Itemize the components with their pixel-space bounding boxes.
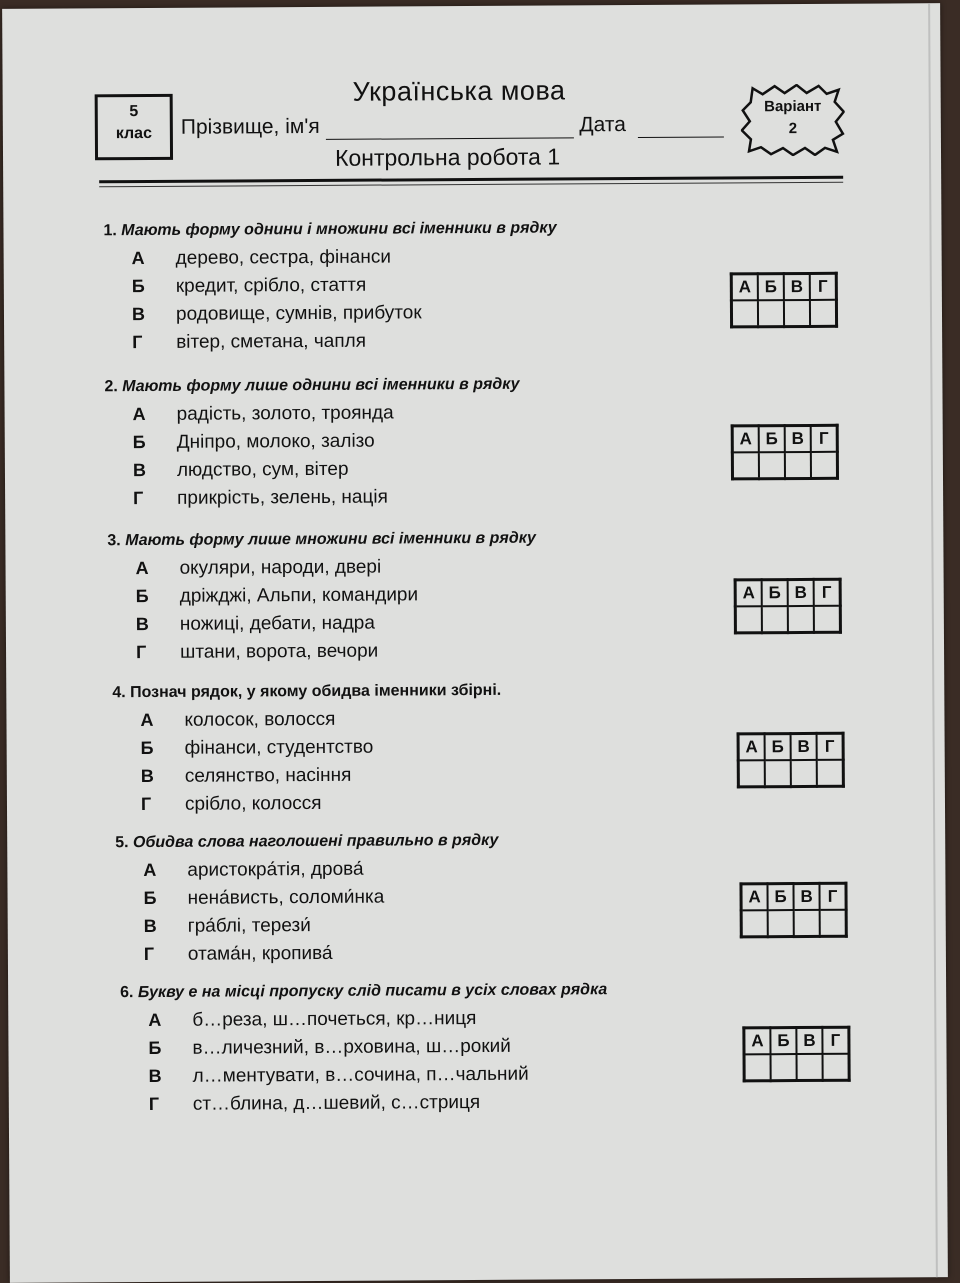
question-number: 5.	[115, 834, 129, 852]
options-list	[135, 556, 536, 670]
grid-letter: А	[731, 274, 758, 301]
option-letter: А	[135, 557, 149, 579]
answer-cell[interactable]	[768, 910, 794, 937]
option-text: селянство, насіння	[184, 764, 352, 787]
option-a	[133, 402, 520, 432]
option-letter: В	[143, 915, 157, 937]
option-text: ножиці, дебати, надра	[179, 612, 375, 635]
option-text: ст…блина, д…шевий, с…стриця	[192, 1091, 481, 1115]
date-field[interactable]	[638, 112, 724, 138]
question-1	[103, 219, 557, 360]
name-date-line	[181, 112, 724, 140]
answer-cell[interactable]	[735, 606, 762, 633]
answer-cell[interactable]	[797, 1054, 823, 1081]
question-5	[115, 832, 499, 972]
grid-letter: Б	[759, 426, 785, 453]
grid-letter: Б	[758, 274, 784, 301]
answer-grid-6	[742, 1026, 850, 1083]
question-4	[112, 682, 502, 822]
option-text: в…личезний, в…рховина, ш…рокий	[192, 1035, 511, 1059]
option-letter: Б	[143, 887, 157, 909]
options-list	[143, 858, 499, 972]
option-text: нена́висть, соломи́нка	[187, 886, 385, 909]
answer-cell[interactable]	[731, 300, 758, 327]
option-letter: Б	[148, 1037, 162, 1059]
answer-grid-2	[731, 424, 839, 481]
option-text: срібло, колосся	[184, 792, 322, 815]
option-text: радість, золото, троянда	[176, 402, 394, 425]
answer-cell[interactable]	[820, 910, 847, 937]
option-letter: А	[148, 1009, 162, 1031]
option-d	[132, 329, 557, 360]
grid-letter: Б	[762, 580, 788, 607]
question-text	[107, 530, 536, 551]
option-b	[132, 273, 557, 304]
answer-grid-1	[730, 272, 838, 329]
question-prompt: Обидва слова наголошені правильно в рядку	[132, 831, 499, 852]
option-letter: Б	[135, 585, 149, 607]
subject-title: Українська мова	[352, 75, 566, 107]
option-a	[143, 858, 498, 888]
grid-letter: А	[738, 734, 765, 761]
option-letter: Б	[131, 276, 145, 297]
question-prompt: Мають форму однини і множини всі іменники в рядку	[121, 219, 557, 240]
answer-cell[interactable]	[762, 606, 788, 633]
options-list	[133, 402, 521, 516]
answer-cell[interactable]	[758, 300, 784, 327]
option-c	[144, 914, 499, 944]
grid-letter: А	[744, 1028, 771, 1055]
option-letter: Б	[132, 432, 146, 453]
grid-letter: Г	[817, 733, 844, 760]
option-letter: Г	[133, 488, 144, 509]
option-letter: Б	[140, 737, 154, 759]
answer-cell[interactable]	[811, 452, 838, 479]
name-field[interactable]	[325, 113, 573, 140]
option-letter: Г	[148, 1093, 160, 1115]
answer-cell[interactable]	[741, 910, 768, 937]
grid-letter: Б	[770, 1028, 796, 1055]
option-text: б…реза, ш…почеться, кр…ниця	[192, 1007, 477, 1031]
answer-cell[interactable]	[791, 760, 817, 787]
question-number: 3.	[107, 532, 121, 550]
option-text: л…ментувати, в…сочина, п…чальний	[192, 1063, 529, 1087]
name-label: Прізвище, ім'я	[180, 114, 320, 139]
question-number: 2.	[104, 378, 118, 396]
option-text: штани, ворота, вечори	[179, 640, 379, 663]
option-a	[148, 1007, 607, 1038]
answer-cell[interactable]	[817, 760, 844, 787]
option-letter: В	[148, 1065, 162, 1087]
option-b	[148, 1035, 607, 1066]
grid-letter: Б	[767, 884, 793, 911]
option-text: родовище, сумнів, прибуток	[175, 302, 422, 325]
question-prompt: Букву е на місці пропуску слід писати в усіх словах рядка	[137, 981, 608, 1002]
answer-cell[interactable]	[785, 452, 811, 479]
question-number: 4.	[112, 684, 126, 702]
question-6	[120, 981, 608, 1122]
question-text	[115, 832, 498, 852]
answer-grid-4	[737, 732, 845, 789]
question-prompt: Мають форму лише однини всі іменники в рядку	[122, 375, 520, 396]
answer-cell[interactable]	[759, 452, 785, 479]
answer-grid-5	[739, 882, 847, 939]
work-title: Контрольна робота 1	[334, 143, 561, 171]
worksheet-page	[2, 3, 948, 1283]
answer-cell[interactable]	[794, 910, 820, 937]
grade-label: клас	[115, 124, 153, 143]
grid-letter: Г	[814, 579, 841, 606]
variant-badge	[741, 84, 845, 157]
option-text: колосок, волосся	[184, 708, 336, 731]
answer-cell[interactable]	[788, 606, 814, 633]
question-number: 6.	[120, 984, 134, 1002]
page-edge	[928, 3, 938, 1277]
option-b	[143, 886, 498, 916]
option-b	[141, 736, 502, 766]
answer-cell[interactable]	[784, 300, 810, 327]
option-b	[133, 430, 520, 460]
grid-letter: А	[741, 884, 768, 911]
option-d	[133, 486, 520, 516]
option-text: вітер, сметана, чапля	[176, 330, 367, 353]
option-letter: В	[140, 765, 154, 787]
option-letter: В	[135, 613, 149, 635]
grade-box	[95, 94, 173, 160]
option-letter: Г	[135, 642, 147, 663]
grid-letter: В	[791, 733, 817, 760]
answer-grid-3	[734, 578, 842, 635]
grid-letter: В	[788, 579, 814, 606]
question-number: 1.	[103, 222, 117, 240]
grid-letter: В	[796, 1027, 822, 1054]
question-text	[104, 376, 519, 397]
option-d	[141, 792, 502, 822]
option-b	[136, 584, 537, 614]
answer-cell[interactable]	[744, 1054, 771, 1081]
option-letter: А	[143, 859, 157, 881]
option-c	[149, 1063, 608, 1094]
grid-letter: Б	[765, 734, 791, 761]
grid-letter: В	[785, 425, 811, 452]
grid-letter: А	[735, 580, 762, 607]
question-text	[103, 219, 556, 240]
options-list	[140, 708, 502, 822]
option-c	[141, 764, 502, 794]
option-d	[136, 640, 537, 670]
option-text: фінанси, студентство	[184, 736, 374, 759]
option-letter: А	[132, 404, 146, 425]
option-letter: А	[131, 248, 145, 269]
option-d	[144, 942, 499, 972]
option-text: дерево, сестра, фінанси	[175, 246, 391, 269]
answer-cell[interactable]	[732, 452, 759, 479]
option-letter: Г	[143, 943, 155, 965]
grid-letter: В	[784, 273, 810, 300]
option-text: кредит, срібло, стаття	[175, 274, 367, 297]
option-text: отама́н, кропива́	[187, 942, 333, 965]
option-c	[132, 301, 557, 332]
question-prompt: Мають форму лише множини всі іменники в рядку	[125, 529, 536, 550]
option-text: окуляри, народи, двері	[179, 556, 382, 579]
option-text: прикрість, зелень, нація	[177, 486, 388, 509]
answer-cell[interactable]	[771, 1054, 797, 1081]
option-c	[136, 612, 537, 642]
option-text: гра́блі, терези́	[187, 915, 311, 937]
option-letter: В	[131, 304, 146, 325]
answer-cell[interactable]	[823, 1054, 850, 1081]
answer-cell[interactable]	[765, 760, 791, 787]
question-2	[104, 376, 520, 517]
grid-letter: В	[793, 883, 819, 910]
option-text: аристокра́тія, дрова́	[187, 858, 364, 881]
date-label: Дата	[579, 113, 626, 137]
option-letter: А	[140, 709, 154, 731]
grid-letter: Г	[810, 273, 837, 300]
question-prompt: Познач рядок, у якому обидва іменники збірні.	[130, 681, 502, 702]
option-d	[149, 1091, 608, 1122]
answer-cell[interactable]	[738, 760, 765, 787]
option-text: Дніпро, молоко, залізо	[176, 430, 375, 453]
option-letter: Г	[132, 332, 143, 353]
option-a	[140, 708, 501, 738]
option-letter: Г	[140, 793, 152, 815]
grid-letter: А	[732, 426, 759, 453]
options-list	[148, 1007, 608, 1122]
question-text	[112, 682, 501, 702]
option-text: дріжджі, Альпи, командири	[179, 584, 419, 607]
options-list	[132, 245, 558, 360]
question-3	[107, 530, 536, 671]
grid-letter: Г	[822, 1027, 849, 1054]
grid-letter: Г	[819, 883, 846, 910]
option-text: людство, сум, вітер	[176, 458, 349, 481]
variant-label: Варіант	[764, 97, 822, 116]
answer-cell[interactable]	[814, 606, 841, 633]
option-letter: В	[132, 460, 146, 481]
question-text	[120, 981, 607, 1002]
option-a	[135, 556, 536, 586]
option-c	[133, 458, 520, 488]
option-a	[132, 245, 557, 276]
variant-number: 2	[788, 120, 798, 138]
answer-cell[interactable]	[810, 300, 837, 327]
grade-number: 5	[129, 103, 139, 121]
grid-letter: Г	[811, 425, 838, 452]
